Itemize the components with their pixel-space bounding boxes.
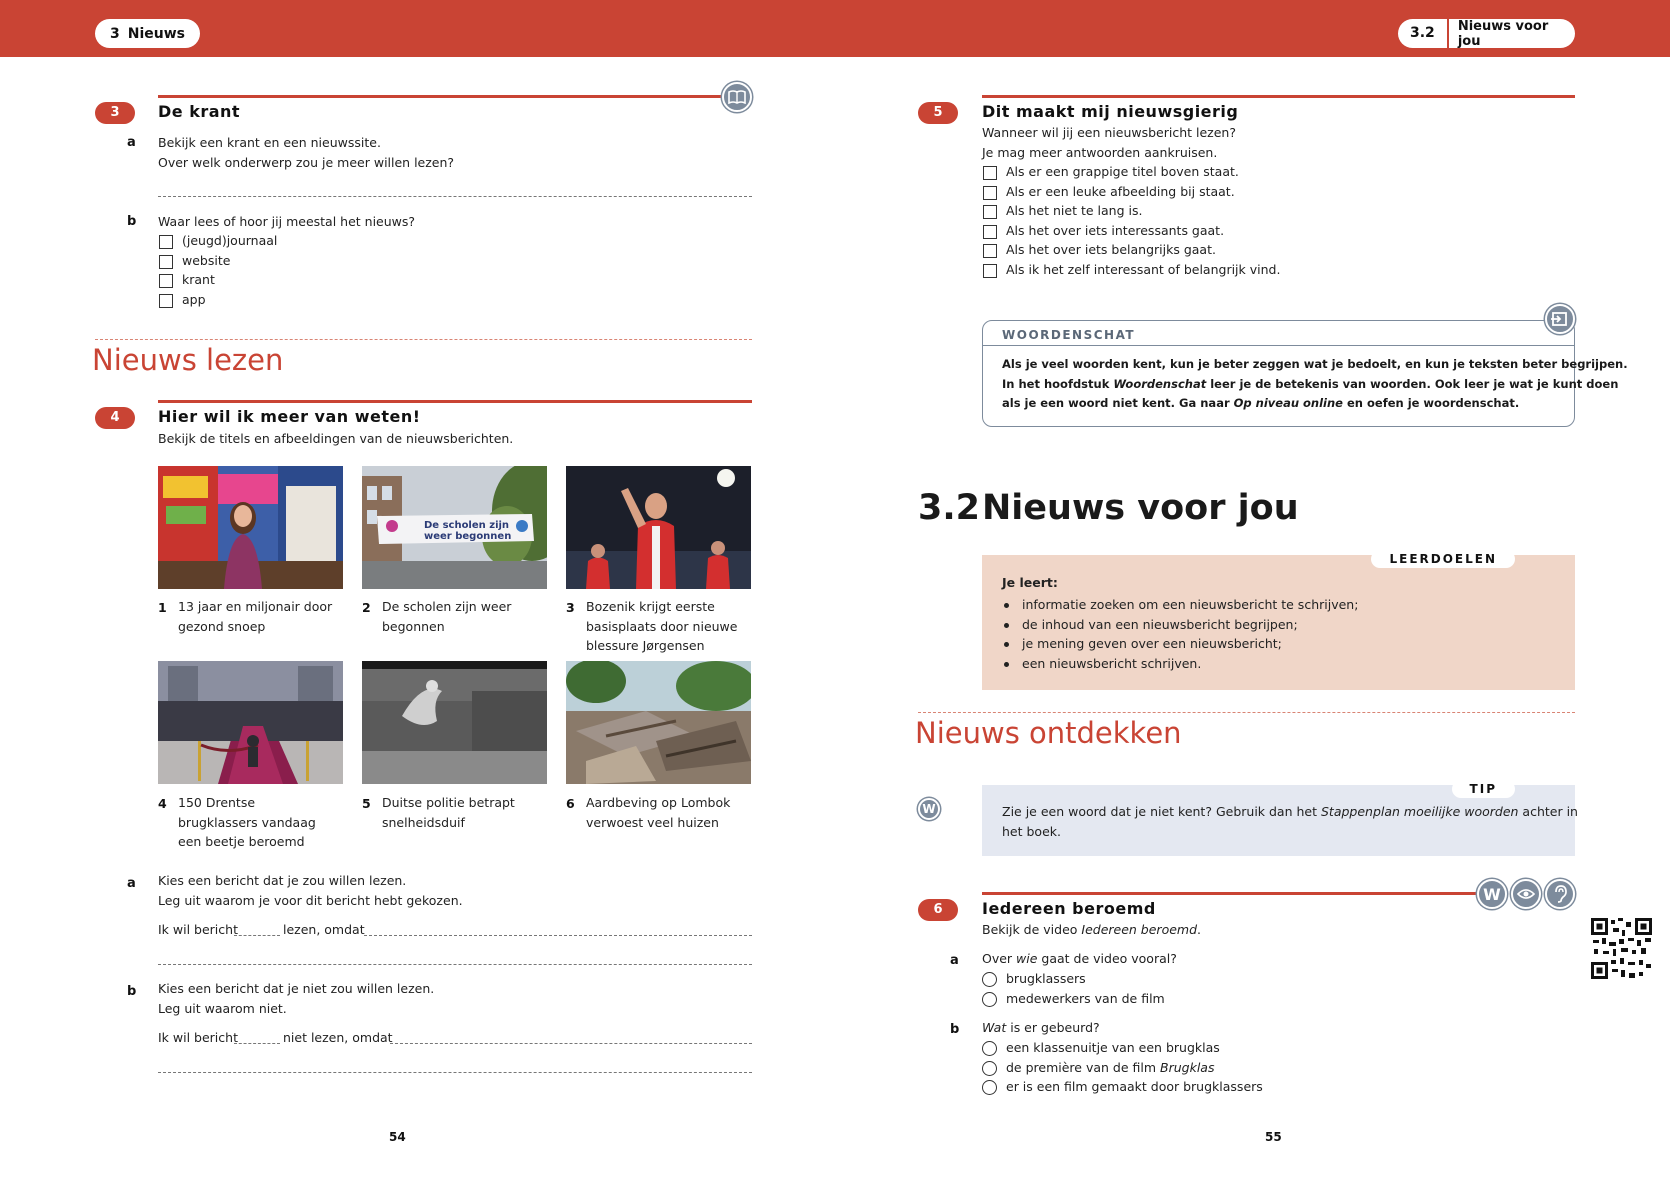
checkbox-leuke-afbeelding[interactable]	[983, 186, 997, 200]
exercise-3b-letter: b	[127, 214, 137, 229]
woordenschat-line3-a: als je een woord niet kent. Ga naar	[1002, 396, 1234, 410]
woordenschat-line2-a: In het hoofdstuk	[1002, 376, 1114, 391]
caption-5-num: 5	[362, 796, 371, 811]
section-divider	[918, 712, 1575, 713]
book-icon[interactable]	[722, 82, 752, 112]
exercise-6a-q-em: wie	[1016, 951, 1038, 966]
woordenschat-line2-em: Woordenschat	[1113, 376, 1207, 391]
ear-icon[interactable]	[1545, 879, 1575, 909]
woordenschat-text	[1002, 355, 1628, 414]
caption-4: 150 Drentse brugklassers vandaag een beetje beroemd	[178, 795, 316, 849]
exercise-3-rule	[158, 95, 725, 98]
woordenschat-line3-em: Op niveau online	[1233, 396, 1343, 410]
option-leuke-afbeelding: Als er een leuke afbeelding bij staat.	[1006, 184, 1235, 199]
option-premiere-a: de première van de film	[1006, 1060, 1161, 1075]
bullet	[1004, 603, 1009, 608]
leerdoel-1: informatie zoeken om een nieuwsbericht te schrijven;	[1022, 597, 1359, 612]
bullet	[1004, 642, 1009, 647]
exercise-5-title: Dit maakt mij nieuwsgierig	[982, 102, 1239, 121]
caption-1: 13 jaar en miljonair door gezond snoep	[178, 599, 333, 634]
exercise-4b-fill-middle: niet lezen, omdat	[283, 1030, 393, 1045]
exercise-4b-letter: b	[127, 984, 137, 999]
exercise-5-badge: 5	[918, 102, 958, 124]
checkbox-app[interactable]	[159, 294, 173, 308]
exercise-6-intro-b: .	[1197, 922, 1202, 937]
exercise-6a-question	[982, 949, 1177, 969]
section-chip-title: Nieuws voor jou	[1457, 18, 1549, 49]
exercise-4b-line2: Leg uit waarom niet.	[158, 1001, 287, 1016]
woordenschat-divider	[983, 345, 1574, 346]
radio-premiere[interactable]	[982, 1061, 997, 1076]
option-brugklassers: brugklassers	[1006, 971, 1086, 986]
leerdoel-4: een nieuwsbericht schrijven.	[1022, 656, 1202, 671]
caption-2: De scholen zijn weer begonnen	[382, 599, 512, 634]
banner-line2: weer begonnen	[424, 531, 512, 542]
tip-line1-em: Stappenplan moeilijke woorden	[1320, 804, 1519, 819]
woordenschat-line2	[1002, 375, 1628, 395]
tip-line2: het boek.	[1002, 824, 1061, 839]
option-klassenuitje: een klassenuitje van een brugklas	[1006, 1040, 1220, 1055]
chapter-chip	[95, 19, 200, 48]
exercise-4a-line2: Leg uit waarom je voor dit bericht hebt gekozen.	[158, 893, 463, 908]
exercise-4-rule	[158, 400, 752, 403]
exercise-6-intro	[982, 920, 1201, 940]
exercise-3b-question: Waar lees of hoor jij meestal het nieuws?	[158, 214, 416, 229]
option-niet-te-lang: Als het niet te lang is.	[1006, 203, 1143, 218]
exercise-4-title: Hier wil ik meer van weten!	[158, 407, 421, 426]
banner-line1: De scholen zijn	[424, 520, 510, 531]
exercise-4b-line1: Kies een bericht dat je niet zou willen lezen.	[158, 981, 435, 996]
section-title-number: 3.2	[918, 488, 981, 528]
option-website: website	[182, 253, 231, 268]
option-medewerkers: medewerkers van de film	[1006, 991, 1165, 1006]
answer-line[interactable]	[158, 964, 752, 965]
option-premiere	[1006, 1058, 1214, 1078]
tip-tab: TIP	[1452, 780, 1515, 798]
bullet	[1004, 623, 1009, 628]
caption-5: Duitse politie betrapt snelheidsduif	[382, 795, 515, 830]
chapter-number: 3	[110, 25, 120, 42]
exercise-6-intro-a: Bekijk de video	[982, 922, 1082, 937]
woordenschat-line3	[1002, 394, 1628, 414]
section-heading-nieuws-ontdekken: Nieuws ontdekken	[915, 716, 1182, 750]
exercise-6-intro-em: Iedereen beroemd	[1081, 922, 1198, 937]
exercise-3-title: De krant	[158, 102, 241, 121]
exercise-6a-letter: a	[950, 953, 959, 968]
radio-brugklassers[interactable]	[982, 972, 997, 987]
exercise-3a-letter: a	[127, 135, 136, 150]
exercise-6a-q-a: Over	[982, 951, 1017, 966]
section-divider	[95, 339, 752, 340]
news-photo-4	[158, 661, 343, 784]
woordenschat-line1: Als je veel woorden kent, kun je beter zeggen wat je bedoelt, en kun je teksten beter begrijpen.	[1002, 357, 1628, 371]
page-number-right: 55	[1265, 1130, 1282, 1144]
answer-line[interactable]	[390, 1043, 752, 1044]
exercise-5-line1: Wanneer wil jij een nieuwsbericht lezen?	[982, 125, 1236, 140]
checkbox-niet-te-lang[interactable]	[983, 205, 997, 219]
checkbox-journaal[interactable]	[159, 235, 173, 249]
fill-in-number[interactable]	[234, 1043, 280, 1044]
chapter-title: Nieuws	[127, 25, 185, 42]
exercise-4a-fill-middle: lezen, omdat	[283, 922, 365, 937]
w-icon[interactable]: W	[918, 798, 940, 820]
option-zelf: Als ik het zelf interessant of belangrijk vind.	[1006, 262, 1281, 277]
section-heading-nieuws-lezen: Nieuws lezen	[92, 343, 284, 377]
exercise-6b-q-em: Wat	[982, 1020, 1007, 1035]
page-number-left: 54	[389, 1130, 406, 1144]
w-icon[interactable]: W	[1477, 879, 1507, 909]
woordenschat-box	[982, 320, 1628, 427]
checkbox-website[interactable]	[159, 255, 173, 269]
radio-klassenuitje[interactable]	[982, 1041, 997, 1056]
checkbox-belangrijks[interactable]	[983, 244, 997, 258]
section-number: 3.2	[1398, 19, 1449, 48]
exercise-4a-line1: Kies een bericht dat je zou willen lezen.	[158, 873, 407, 888]
exercise-4-intro: Bekijk de titels en afbeeldingen van de nieuwsberichten.	[158, 431, 514, 446]
option-krant: krant	[182, 272, 215, 287]
caption-2-num: 2	[362, 600, 371, 615]
option-film-gemaakt: er is een film gemaakt door brugklassers	[1006, 1079, 1263, 1094]
qr-code[interactable]	[1591, 918, 1652, 979]
export-icon[interactable]	[1545, 304, 1575, 334]
exercise-4b-fill-start: Ik wil bericht	[158, 1030, 238, 1045]
section-chip	[1398, 19, 1575, 48]
exercise-3a-line1: Bekijk een krant en een nieuwssite.	[158, 135, 381, 150]
option-grappige-titel: Als er een grappige titel boven staat.	[1006, 164, 1239, 179]
leerdoel-2: de inhoud van een nieuwsbericht begrijpen;	[1022, 617, 1298, 632]
news-photo-1	[158, 466, 343, 589]
exercise-4-badge: 4	[95, 407, 135, 429]
leerdoel-3: je mening geven over een nieuwsbericht;	[1022, 636, 1282, 651]
exercise-6b-question	[982, 1018, 1100, 1038]
answer-line[interactable]	[158, 1072, 752, 1073]
option-belangrijks: Als het over iets belangrijks gaat.	[1006, 242, 1216, 257]
caption-3: Bozenik krijgt eerste basisplaats door nieuwe blessure Jørgensen	[586, 599, 738, 653]
caption-1-num: 1	[158, 600, 167, 615]
answer-line[interactable]	[364, 935, 752, 936]
radio-medewerkers[interactable]	[982, 992, 997, 1007]
checkbox-grappige-titel[interactable]	[983, 166, 997, 180]
exercise-5-line2: Je mag meer antwoorden aankruisen.	[982, 145, 1218, 160]
caption-6: Aardbeving op Lombok verwoest veel huizen	[586, 795, 731, 830]
leerdoelen-tab: LEERDOELEN	[1371, 550, 1515, 568]
checkbox-zelf[interactable]	[983, 264, 997, 278]
exercise-4a-fill-start: Ik wil bericht	[158, 922, 238, 937]
eye-icon[interactable]	[1511, 879, 1541, 909]
option-interessants: Als het over iets interessants gaat.	[1006, 223, 1225, 238]
exercise-6b-q-b: is er gebeurd?	[1006, 1020, 1100, 1035]
section-title: Nieuws voor jou	[982, 488, 1299, 528]
option-app: app	[182, 292, 206, 307]
news-photo-3	[566, 466, 751, 589]
exercise-6a-q-b: gaat de video vooral?	[1037, 951, 1177, 966]
bullet	[1004, 662, 1009, 667]
exercise-5-rule	[982, 95, 1575, 98]
answer-line[interactable]	[158, 196, 752, 197]
news-photo-6	[566, 661, 751, 784]
exercise-4a-letter: a	[127, 876, 136, 891]
fill-in-number[interactable]	[234, 935, 280, 936]
checkbox-interessants[interactable]	[983, 225, 997, 239]
exercise-6-title: Iedereen beroemd	[982, 899, 1156, 918]
news-photo-5	[362, 661, 547, 784]
option-journaal: (jeugd)journaal	[182, 233, 278, 248]
tip-line1-a: Zie je een woord dat je niet kent? Gebruik dan het	[1002, 804, 1321, 819]
caption-6-num: 6	[566, 796, 575, 811]
exercise-6b-letter: b	[950, 1022, 960, 1037]
radio-film-gemaakt[interactable]	[982, 1080, 997, 1095]
woordenschat-heading: WOORDENSCHAT	[1002, 328, 1136, 342]
tip-line1-b: achter in	[1518, 804, 1578, 819]
caption-3-num: 3	[566, 600, 575, 615]
exercise-6-badge: 6	[918, 899, 958, 921]
option-premiere-em: Brugklas	[1160, 1060, 1215, 1075]
caption-4-num: 4	[158, 796, 167, 811]
exercise-3a-line2: Over welk onderwerp zou je meer willen lezen?	[158, 155, 455, 170]
checkbox-krant[interactable]	[159, 274, 173, 288]
exercise-3-badge: 3	[95, 102, 135, 124]
exercise-6-rule	[982, 892, 1482, 895]
woordenschat-line2-b: leer je de betekenis van woorden. Ook leer je wat je kunt doen	[1206, 376, 1619, 391]
woordenschat-line3-b: en oefen je woordenschat.	[1343, 396, 1520, 410]
leerdoelen-intro: Je leert:	[1002, 575, 1058, 590]
tip-line1	[1002, 802, 1578, 822]
news-photo-2	[362, 466, 547, 589]
